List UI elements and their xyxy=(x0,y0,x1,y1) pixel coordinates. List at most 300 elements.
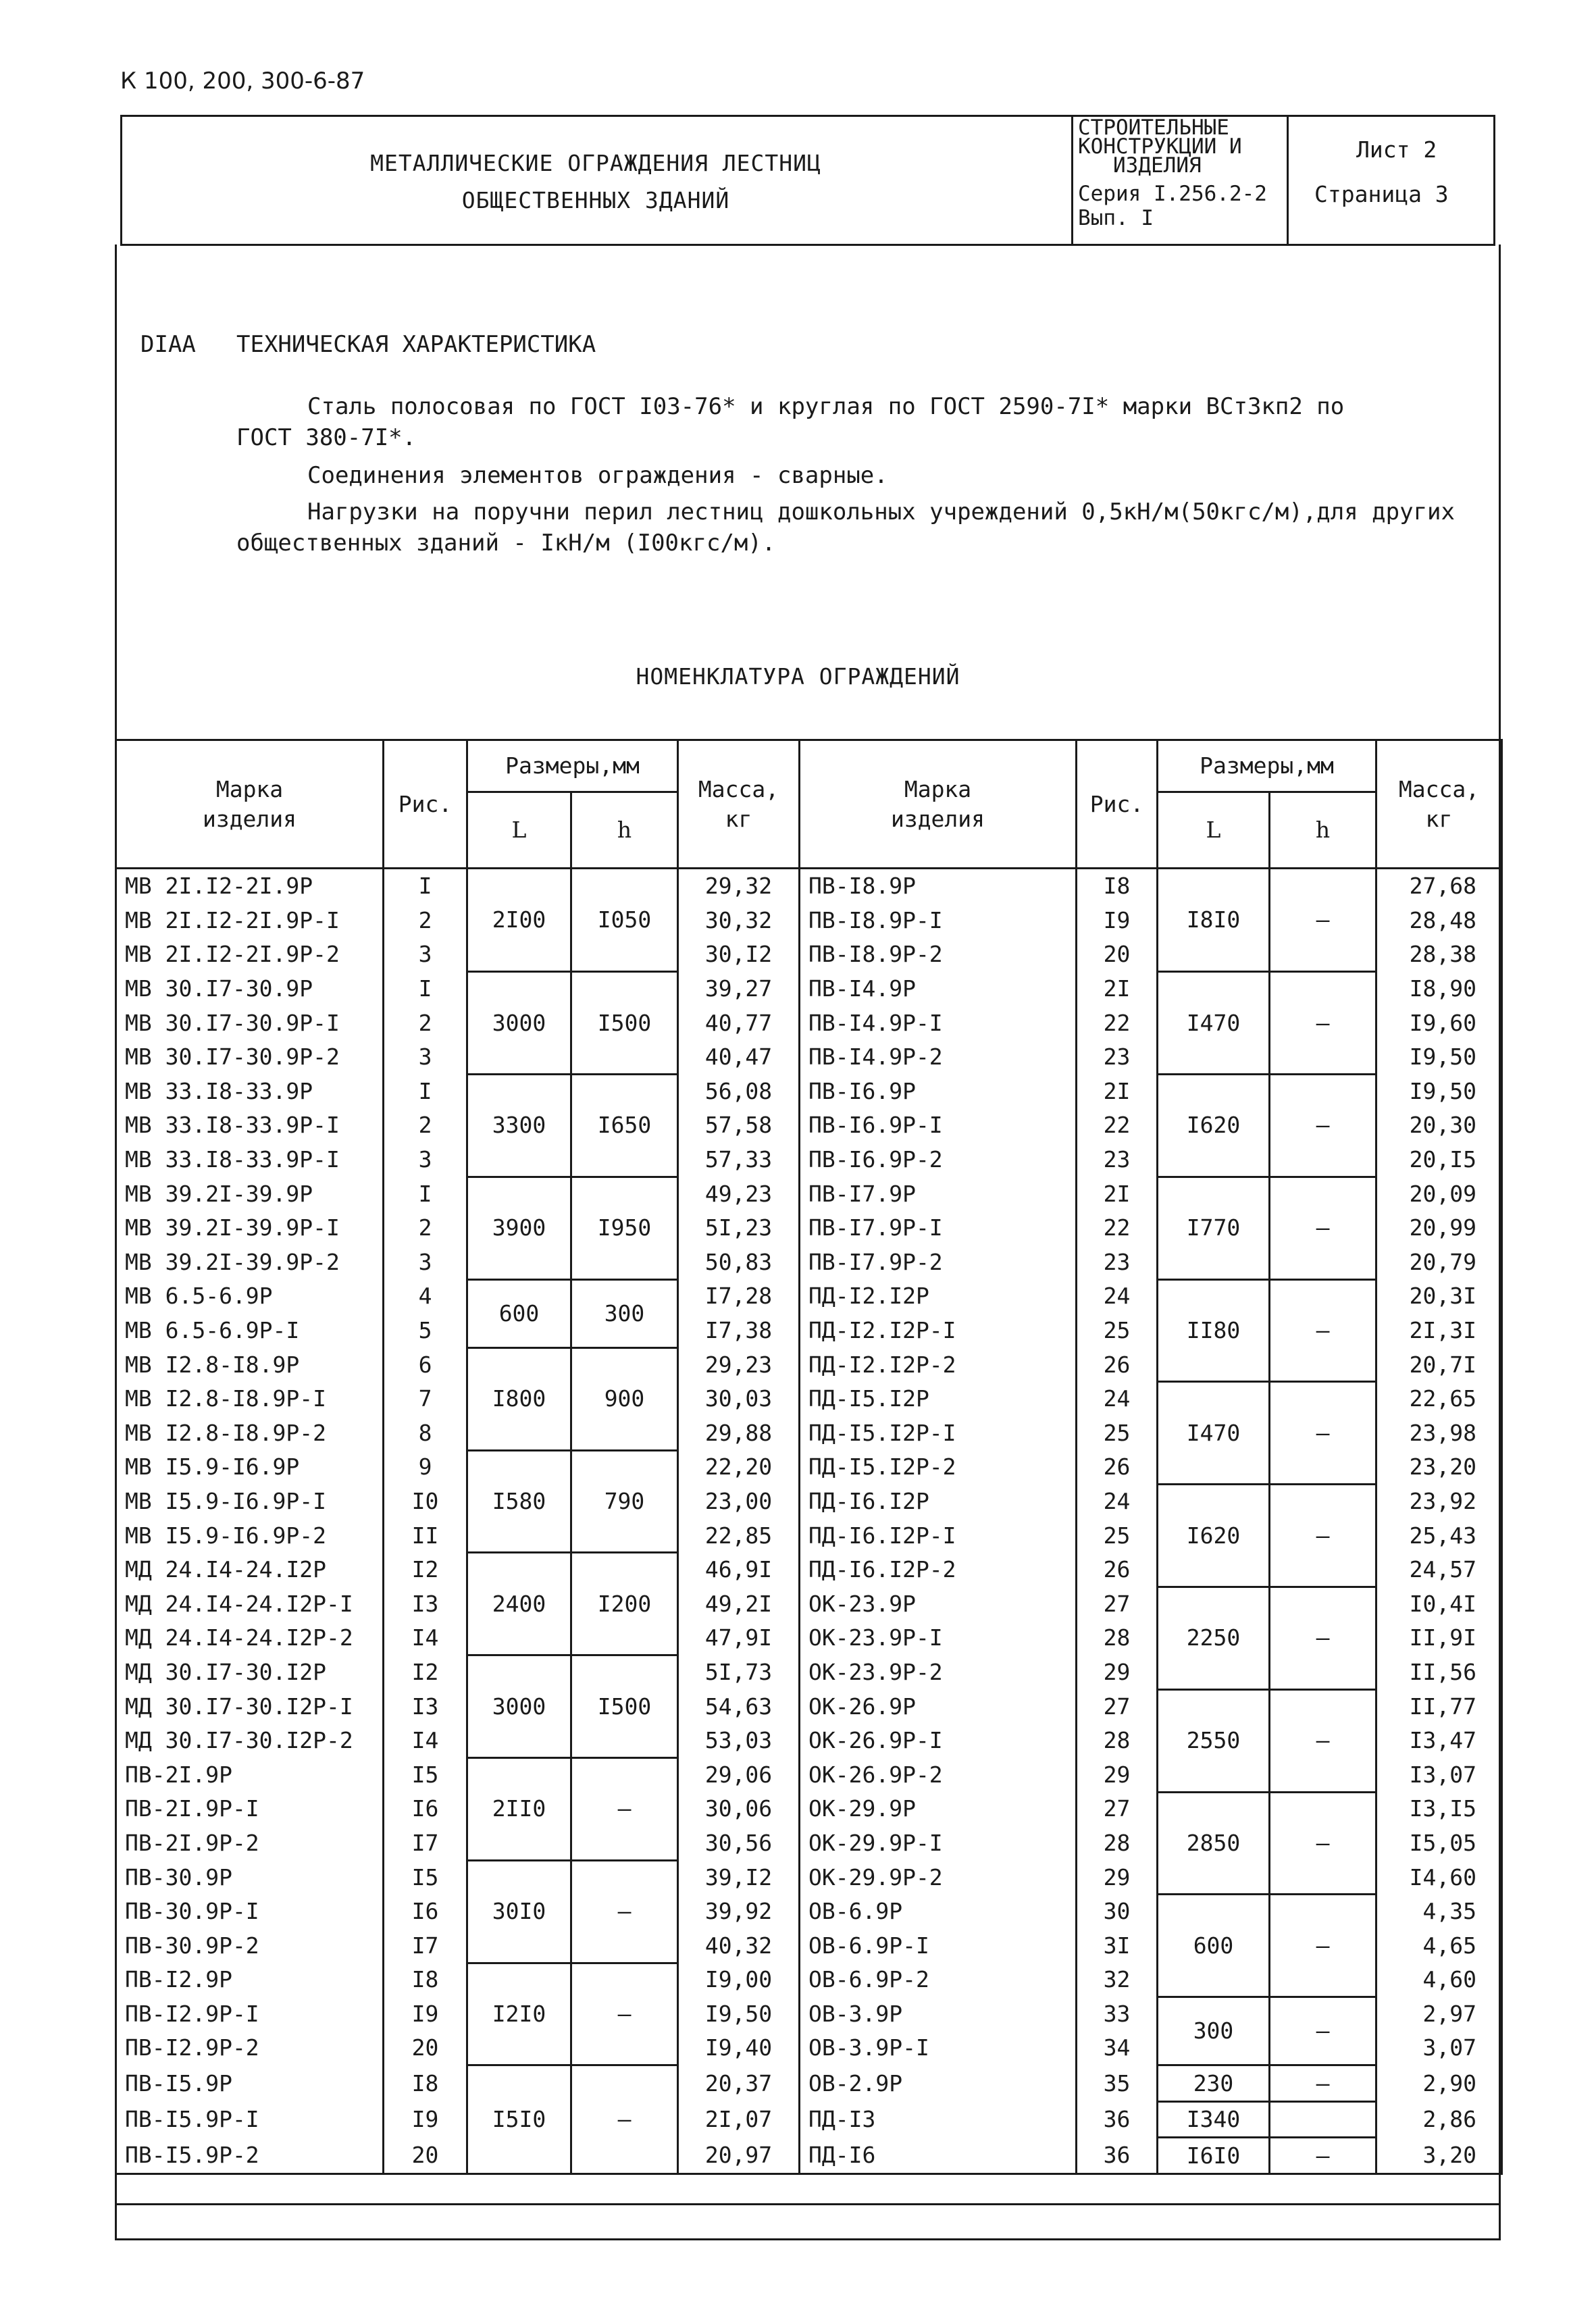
header-dimensions: Размеры,мм xyxy=(1158,740,1376,792)
figure-cell: 20 xyxy=(384,2031,467,2065)
paragraph-steel-2: ГОСТ 380-7I*. xyxy=(236,424,417,451)
length-cell: II80 xyxy=(1158,1279,1270,1382)
mass-cell: 29,06 xyxy=(678,1757,800,1792)
figure-cell: I8 xyxy=(384,2065,467,2102)
mass-cell: 23,00 xyxy=(678,1485,800,1519)
header-height: h xyxy=(1270,792,1376,869)
length-cell: I8I0 xyxy=(1158,869,1270,972)
figure-cell: I4 xyxy=(384,1724,467,1758)
figure-cell: 7 xyxy=(384,1382,467,1416)
document-code: К 100, 200, 300-6-87 xyxy=(120,68,365,95)
mark-cell: ОК-29.9Р xyxy=(800,1792,1077,1826)
mass-cell: 23,92 xyxy=(1376,1485,1502,1519)
mass-cell: 30,03 xyxy=(678,1382,800,1416)
length-cell: 300 xyxy=(1158,1997,1270,2065)
figure-cell: I xyxy=(384,1177,467,1211)
mass-cell: 2,97 xyxy=(1376,1997,1502,2032)
mass-cell: I9,50 xyxy=(678,1997,800,2032)
figure-cell: 27 xyxy=(1077,1587,1158,1621)
length-cell: 2550 xyxy=(1158,1689,1270,1792)
mark-cell: МВ 2I.I2-2I.9Р-2 xyxy=(116,937,384,972)
mass-cell: 30,06 xyxy=(678,1792,800,1826)
figure-cell: I xyxy=(384,972,467,1006)
mass-cell: 20,79 xyxy=(1376,1245,1502,1280)
mark-cell: МВ 30.I7-30.9Р-I xyxy=(116,1006,384,1040)
header-length: L xyxy=(467,792,571,869)
height-cell: — xyxy=(1270,1177,1376,1279)
mark-cell: ПВ-I4.9Р-2 xyxy=(800,1040,1077,1075)
mark-cell: ПВ-2I.9Р-I xyxy=(116,1792,384,1826)
height-cell: I200 xyxy=(571,1553,678,1655)
mark-cell: МД 24.I4-24.I2Р-I xyxy=(116,1587,384,1621)
figure-cell: 29 xyxy=(1077,1757,1158,1792)
sheet-block xyxy=(1290,116,1493,245)
mass-cell: I5,05 xyxy=(1376,1826,1502,1861)
mark-cell: МВ 30.I7-30.9Р xyxy=(116,972,384,1006)
mark-cell: МД 24.I4-24.I2Р-2 xyxy=(116,1621,384,1655)
paragraph-steel-1: Сталь полосовая по ГОСТ I03-76* и круглая по ГОСТ 2590-7I* марки ВСт3кп2 по xyxy=(307,393,1345,420)
mark-cell: ПД-I2.I2Р xyxy=(800,1279,1077,1314)
length-cell: 600 xyxy=(467,1279,571,1347)
table-row xyxy=(116,2138,1502,2174)
figure-cell: 26 xyxy=(1077,1347,1158,1382)
length-cell: I470 xyxy=(1158,1382,1270,1485)
mass-cell: 23,20 xyxy=(1376,1450,1502,1485)
figure-cell: 25 xyxy=(1077,1314,1158,1348)
header-dimensions: Размеры,мм xyxy=(467,740,678,792)
figure-cell: 2 xyxy=(384,904,467,938)
mass-cell: I3,07 xyxy=(1376,1757,1502,1792)
length-cell: I620 xyxy=(1158,1485,1270,1587)
mass-cell: 29,88 xyxy=(678,1416,800,1451)
mark-cell: ОВ-3.9Р-I xyxy=(800,2031,1077,2065)
figure-cell: 29 xyxy=(1077,1655,1158,1690)
figure-cell: I7 xyxy=(384,1928,467,1963)
category-block xyxy=(1074,116,1287,245)
mass-cell: I9,40 xyxy=(678,2031,800,2065)
length-cell: I620 xyxy=(1158,1075,1270,1177)
title-block-divider-2 xyxy=(1287,115,1289,246)
figure-cell: I3 xyxy=(384,1587,467,1621)
figure-cell: I xyxy=(384,1075,467,1109)
mass-cell: 30,32 xyxy=(678,904,800,938)
table-row xyxy=(116,869,1502,904)
header-mark: Марка изделия xyxy=(116,740,384,869)
mark-cell: ПД-I5.I2Р-2 xyxy=(800,1450,1077,1485)
mass-cell: II,9I xyxy=(1376,1621,1502,1655)
mass-cell: II,56 xyxy=(1376,1655,1502,1690)
table-row xyxy=(116,1997,1502,2032)
mark-cell: МВ 30.I7-30.9Р-2 xyxy=(116,1040,384,1075)
figure-cell: I2 xyxy=(384,1553,467,1587)
mass-cell: 20,7I xyxy=(1376,1347,1502,1382)
table-row xyxy=(116,1075,1502,1109)
header-mass: Масса, кг xyxy=(1376,740,1502,869)
height-cell: 300 xyxy=(571,1279,678,1347)
length-cell: I6I0 xyxy=(1158,2138,1270,2174)
figure-cell: 26 xyxy=(1077,1553,1158,1587)
length-cell: 2400 xyxy=(467,1553,571,1655)
mark-cell: МВ I5.9-I6.9Р xyxy=(116,1450,384,1485)
table-row xyxy=(116,1689,1502,1724)
figure-cell: 5 xyxy=(384,1314,467,1348)
table-row xyxy=(116,972,1502,1006)
mass-cell: 29,23 xyxy=(678,1347,800,1382)
height-cell: — xyxy=(1270,1792,1376,1895)
figure-cell: I5 xyxy=(384,1860,467,1895)
figure-cell: 2 xyxy=(384,1211,467,1245)
mass-cell: I7,28 xyxy=(678,1279,800,1314)
height-cell: — xyxy=(1270,1382,1376,1485)
mass-cell: 49,23 xyxy=(678,1177,800,1211)
mass-cell: 22,85 xyxy=(678,1518,800,1553)
mark-cell: МВ I5.9-I6.9Р-2 xyxy=(116,1518,384,1553)
mark-cell: ОК-23.9Р-2 xyxy=(800,1655,1077,1690)
figure-cell: 3 xyxy=(384,1040,467,1075)
height-cell: — xyxy=(1270,1279,1376,1382)
height-cell xyxy=(1270,2101,1376,2138)
figure-cell: I5 xyxy=(384,1757,467,1792)
mark-cell: ПВ-I2.9Р xyxy=(116,1963,384,1997)
mark-cell: ПВ-2I.9Р xyxy=(116,1757,384,1792)
height-cell: — xyxy=(1270,972,1376,1075)
height-cell: — xyxy=(571,1757,678,1860)
page-label: Страница 3 xyxy=(1314,181,1449,207)
title-block-divider-1 xyxy=(1071,115,1073,246)
figure-cell: I2 xyxy=(384,1655,467,1690)
figure-cell: I8 xyxy=(384,1963,467,1997)
mark-cell: МД 24.I4-24.I2Р xyxy=(116,1553,384,1587)
mass-cell: 39,I2 xyxy=(678,1860,800,1895)
mass-cell: 5I,23 xyxy=(678,1211,800,1245)
length-cell: 2850 xyxy=(1158,1792,1270,1895)
mass-cell: 56,08 xyxy=(678,1075,800,1109)
mark-cell: МВ 33.I8-33.9Р-I xyxy=(116,1143,384,1177)
mass-cell: 39,27 xyxy=(678,972,800,1006)
mark-cell: ПВ-I7.9Р-I xyxy=(800,1211,1077,1245)
figure-cell: 23 xyxy=(1077,1143,1158,1177)
mass-cell: 20,30 xyxy=(1376,1108,1502,1143)
mark-cell: ПД-I3 xyxy=(800,2101,1077,2138)
height-cell: I650 xyxy=(571,1075,678,1177)
figure-cell: 22 xyxy=(1077,1211,1158,1245)
length-cell: I340 xyxy=(1158,2101,1270,2138)
mark-cell: ПД-I6 xyxy=(800,2138,1077,2174)
length-cell: 2250 xyxy=(1158,1587,1270,1689)
table-bottom-rule xyxy=(115,2203,1501,2205)
length-cell: 3000 xyxy=(467,1655,571,1758)
document-title xyxy=(120,116,1071,245)
height-cell: — xyxy=(1270,2138,1376,2174)
figure-cell: 3I xyxy=(1077,1928,1158,1963)
mass-cell: 5I,73 xyxy=(678,1655,800,1690)
figure-cell: 35 xyxy=(1077,2065,1158,2102)
category-line-3: ИЗДЕЛИЯ xyxy=(1113,153,1202,178)
figure-cell: 2I xyxy=(1077,1075,1158,1109)
mark-cell: МВ 39.2I-39.9Р-2 xyxy=(116,1245,384,1280)
mass-cell: 2,90 xyxy=(1376,2065,1502,2102)
mass-cell: 57,33 xyxy=(678,1143,800,1177)
figure-cell: 25 xyxy=(1077,1518,1158,1553)
table-row xyxy=(116,1587,1502,1621)
table-row xyxy=(116,1485,1502,1519)
mass-cell: 40,77 xyxy=(678,1006,800,1040)
mass-cell: I7,38 xyxy=(678,1314,800,1348)
length-cell: 3900 xyxy=(467,1177,571,1279)
category-line-2: КОНСТРУКЦИИ И xyxy=(1078,134,1242,159)
length-cell: I5I0 xyxy=(467,2065,571,2174)
mark-cell: ПВ-30.9Р-2 xyxy=(116,1928,384,1963)
height-cell: — xyxy=(571,2065,678,2174)
section-title: ТЕХНИЧЕСКАЯ ХАРАКТЕРИСТИКА xyxy=(236,331,596,358)
mark-cell: ПВ-I5.9Р xyxy=(116,2065,384,2102)
figure-cell: 2 xyxy=(384,1108,467,1143)
figure-cell: II xyxy=(384,1518,467,1553)
mass-cell: 28,48 xyxy=(1376,904,1502,938)
mass-cell: 2I,07 xyxy=(678,2101,800,2138)
figure-cell: 25 xyxy=(1077,1416,1158,1451)
mass-cell: I4,60 xyxy=(1376,1860,1502,1895)
figure-cell: 20 xyxy=(384,2138,467,2174)
figure-cell: 9 xyxy=(384,1450,467,1485)
length-cell: 2I00 xyxy=(467,869,571,972)
nomenclature-table xyxy=(115,739,1503,2175)
height-cell: I500 xyxy=(571,972,678,1075)
length-cell: 3000 xyxy=(467,972,571,1075)
figure-cell: 4 xyxy=(384,1279,467,1314)
mass-cell: 22,20 xyxy=(678,1450,800,1485)
mark-cell: МВ 6.5-6.9Р xyxy=(116,1279,384,1314)
mass-cell: 25,43 xyxy=(1376,1518,1502,1553)
figure-cell: I9 xyxy=(384,2101,467,2138)
figure-cell: I9 xyxy=(384,1997,467,2032)
paragraph-loads-1: Нагрузки на поручни перил лестниц дошкольных учреждений 0,5кН/м(50кгс/м),для других xyxy=(307,498,1455,525)
length-cell: 30I0 xyxy=(467,1860,571,1963)
mark-cell: МВ I2.8-I8.9Р-I xyxy=(116,1382,384,1416)
figure-cell: 32 xyxy=(1077,1963,1158,1997)
mass-cell: 53,03 xyxy=(678,1724,800,1758)
height-cell: — xyxy=(1270,2065,1376,2102)
mass-cell: 27,68 xyxy=(1376,869,1502,904)
mark-cell: МД 30.I7-30.I2Р-2 xyxy=(116,1724,384,1758)
mark-cell: МВ I2.8-I8.9Р xyxy=(116,1347,384,1382)
mark-cell: МВ 33.I8-33.9Р-I xyxy=(116,1108,384,1143)
mass-cell: 4,60 xyxy=(1376,1963,1502,1997)
mass-cell: 28,38 xyxy=(1376,937,1502,972)
mass-cell: 29,32 xyxy=(678,869,800,904)
title-line-1: МЕТАЛЛИЧЕСКИЕ ОГРАЖДЕНИЯ ЛЕСТНИЦ xyxy=(370,150,821,176)
mark-cell: ПВ-I2.9Р-2 xyxy=(116,2031,384,2065)
mass-cell: 4,35 xyxy=(1376,1895,1502,1929)
mark-cell: МВ 39.2I-39.9Р xyxy=(116,1177,384,1211)
paragraph-joints: Соединения элементов ограждения - сварные. xyxy=(307,462,888,489)
mass-cell: 40,32 xyxy=(678,1928,800,1963)
mark-cell: ПВ-I8.9Р-I xyxy=(800,904,1077,938)
mass-cell: 30,56 xyxy=(678,1826,800,1861)
figure-cell: I0 xyxy=(384,1485,467,1519)
mark-cell: ОК-26.9Р-I xyxy=(800,1724,1077,1758)
mark-cell: ПД-I6.I2Р xyxy=(800,1485,1077,1519)
mark-cell: ПВ-I2.9Р-I xyxy=(116,1997,384,2032)
mark-cell: ОК-26.9Р-2 xyxy=(800,1757,1077,1792)
mass-cell: 2I,3I xyxy=(1376,1314,1502,1348)
mass-cell: 20,99 xyxy=(1376,1211,1502,1245)
figure-cell: 28 xyxy=(1077,1724,1158,1758)
issue-label: Вып. I xyxy=(1078,206,1154,230)
height-cell: — xyxy=(571,1963,678,2065)
figure-cell: I8 xyxy=(1077,869,1158,904)
figure-cell: I9 xyxy=(1077,904,1158,938)
figure-cell: 2 xyxy=(384,1006,467,1040)
nomenclature-title: НОМЕНКЛАТУРА ОГРАЖДЕНИЙ xyxy=(636,663,960,690)
figure-cell: 22 xyxy=(1077,1108,1158,1143)
header-length: L xyxy=(1158,792,1270,869)
table-row xyxy=(116,1382,1502,1416)
figure-cell: 33 xyxy=(1077,1997,1158,2032)
figure-cell: 20 xyxy=(1077,937,1158,972)
figure-cell: 3 xyxy=(384,1245,467,1280)
mass-cell: II,77 xyxy=(1376,1689,1502,1724)
mass-cell: 50,83 xyxy=(678,1245,800,1280)
mark-cell: ОК-23.9Р xyxy=(800,1587,1077,1621)
mass-cell: I9,50 xyxy=(1376,1075,1502,1109)
mark-cell: ОВ-3.9Р xyxy=(800,1997,1077,2032)
mass-cell: I0,4I xyxy=(1376,1587,1502,1621)
paragraph-loads-2: общественных зданий - IкН/м (I00кгс/м). xyxy=(236,530,776,557)
figure-cell: 29 xyxy=(1077,1860,1158,1895)
mass-cell: I9,60 xyxy=(1376,1006,1502,1040)
header-figure: Рис. xyxy=(1077,740,1158,869)
table-row xyxy=(116,2101,1502,2138)
figure-cell: 36 xyxy=(1077,2101,1158,2138)
figure-cell: 6 xyxy=(384,1347,467,1382)
mark-cell: ОК-29.9Р-2 xyxy=(800,1860,1077,1895)
mass-cell: 40,47 xyxy=(678,1040,800,1075)
mark-cell: ОК-29.9Р-I xyxy=(800,1826,1077,1861)
mark-cell: МВ 33.I8-33.9Р xyxy=(116,1075,384,1109)
mass-cell: 20,97 xyxy=(678,2138,800,2174)
figure-cell: 3 xyxy=(384,1143,467,1177)
figure-cell: 34 xyxy=(1077,2031,1158,2065)
mass-cell: 20,3I xyxy=(1376,1279,1502,1314)
mark-cell: ПВ-30.9Р xyxy=(116,1860,384,1895)
category-line-1: СТРОИТЕЛЬНЫЕ xyxy=(1078,115,1229,140)
mark-cell: ПВ-I7.9Р xyxy=(800,1177,1077,1211)
mark-cell: ОВ-6.9Р-2 xyxy=(800,1963,1077,1997)
mass-cell: I3,47 xyxy=(1376,1724,1502,1758)
mark-cell: ПД-I5.I2Р xyxy=(800,1382,1077,1416)
mark-cell: МВ 39.2I-39.9Р-I xyxy=(116,1211,384,1245)
mark-cell: МД 30.I7-30.I2Р xyxy=(116,1655,384,1690)
figure-cell: I xyxy=(384,869,467,904)
figure-cell: 23 xyxy=(1077,1245,1158,1280)
height-cell: I050 xyxy=(571,869,678,972)
table-row xyxy=(116,1279,1502,1314)
header-mark: Марка изделия xyxy=(800,740,1077,869)
mark-cell: ПД-I2.I2Р-2 xyxy=(800,1347,1077,1382)
header-figure: Рис. xyxy=(384,740,467,869)
mark-cell: ПВ-I8.9Р-2 xyxy=(800,937,1077,972)
mass-cell: 47,9I xyxy=(678,1621,800,1655)
mass-cell: I3,I5 xyxy=(1376,1792,1502,1826)
mark-cell: ПВ-I6.9Р-2 xyxy=(800,1143,1077,1177)
figure-cell: 24 xyxy=(1077,1279,1158,1314)
figure-cell: 28 xyxy=(1077,1826,1158,1861)
length-cell: I800 xyxy=(467,1347,571,1450)
mark-cell: ОВ-6.9Р-I xyxy=(800,1928,1077,1963)
figure-cell: 27 xyxy=(1077,1689,1158,1724)
height-cell: I500 xyxy=(571,1655,678,1758)
figure-cell: 27 xyxy=(1077,1792,1158,1826)
length-cell: 230 xyxy=(1158,2065,1270,2102)
section-code: DIAA xyxy=(140,331,196,358)
figure-cell: I7 xyxy=(384,1826,467,1861)
height-cell: — xyxy=(1270,1075,1376,1177)
mass-cell: 23,98 xyxy=(1376,1416,1502,1451)
height-cell: — xyxy=(1270,1485,1376,1587)
mark-cell: ПВ-I5.9Р-2 xyxy=(116,2138,384,2174)
figure-cell: 3 xyxy=(384,937,467,972)
height-cell: I950 xyxy=(571,1177,678,1279)
mark-cell: ОК-23.9Р-I xyxy=(800,1621,1077,1655)
figure-cell: 36 xyxy=(1077,2138,1158,2174)
length-cell: 2II0 xyxy=(467,1757,571,1860)
mark-cell: ПВ-I6.9Р-I xyxy=(800,1108,1077,1143)
mass-cell: 46,9I xyxy=(678,1553,800,1587)
mass-cell: 49,2I xyxy=(678,1587,800,1621)
mark-cell: ПВ-2I.9Р-2 xyxy=(116,1826,384,1861)
sheet-label: Лист 2 xyxy=(1356,136,1437,163)
mass-cell: 20,I5 xyxy=(1376,1143,1502,1177)
table-row xyxy=(116,1177,1502,1211)
height-cell: — xyxy=(1270,1997,1376,2065)
mark-cell: МВ I5.9-I6.9Р-I xyxy=(116,1485,384,1519)
figure-cell: I6 xyxy=(384,1792,467,1826)
mark-cell: ПВ-30.9Р-I xyxy=(116,1895,384,1929)
mass-cell: 30,I2 xyxy=(678,937,800,972)
length-cell: I580 xyxy=(467,1450,571,1553)
mark-cell: ПВ-I8.9Р xyxy=(800,869,1077,904)
mark-cell: МД 30.I7-30.I2Р-I xyxy=(116,1689,384,1724)
height-cell: — xyxy=(1270,1587,1376,1689)
mark-cell: МВ 2I.I2-2I.9Р-I xyxy=(116,904,384,938)
height-cell: 900 xyxy=(571,1347,678,1450)
mark-cell: ОВ-6.9Р xyxy=(800,1895,1077,1929)
mark-cell: МВ 2I.I2-2I.9Р xyxy=(116,869,384,904)
mass-cell: I9,00 xyxy=(678,1963,800,1997)
figure-cell: 2I xyxy=(1077,1177,1158,1211)
figure-cell: 24 xyxy=(1077,1485,1158,1519)
mass-cell: 4,65 xyxy=(1376,1928,1502,1963)
figure-cell: I4 xyxy=(384,1621,467,1655)
header-mass: Масса, кг xyxy=(678,740,800,869)
figure-cell: 28 xyxy=(1077,1621,1158,1655)
mark-cell: ПВ-I4.9Р xyxy=(800,972,1077,1006)
mass-cell: 22,65 xyxy=(1376,1382,1502,1416)
mass-cell: I8,90 xyxy=(1376,972,1502,1006)
figure-cell: 30 xyxy=(1077,1895,1158,1929)
table-row xyxy=(116,1895,1502,1929)
mark-cell: ПД-I5.I2Р-I xyxy=(800,1416,1077,1451)
figure-cell: 8 xyxy=(384,1416,467,1451)
mark-cell: МВ I2.8-I8.9Р-2 xyxy=(116,1416,384,1451)
mass-cell: 20,09 xyxy=(1376,1177,1502,1211)
table-row xyxy=(116,2065,1502,2102)
mark-cell: ПВ-I5.9Р-I xyxy=(116,2101,384,2138)
height-cell: — xyxy=(1270,1895,1376,1997)
mark-cell: ПВ-I4.9Р-I xyxy=(800,1006,1077,1040)
mark-cell: ОВ-2.9Р xyxy=(800,2065,1077,2102)
